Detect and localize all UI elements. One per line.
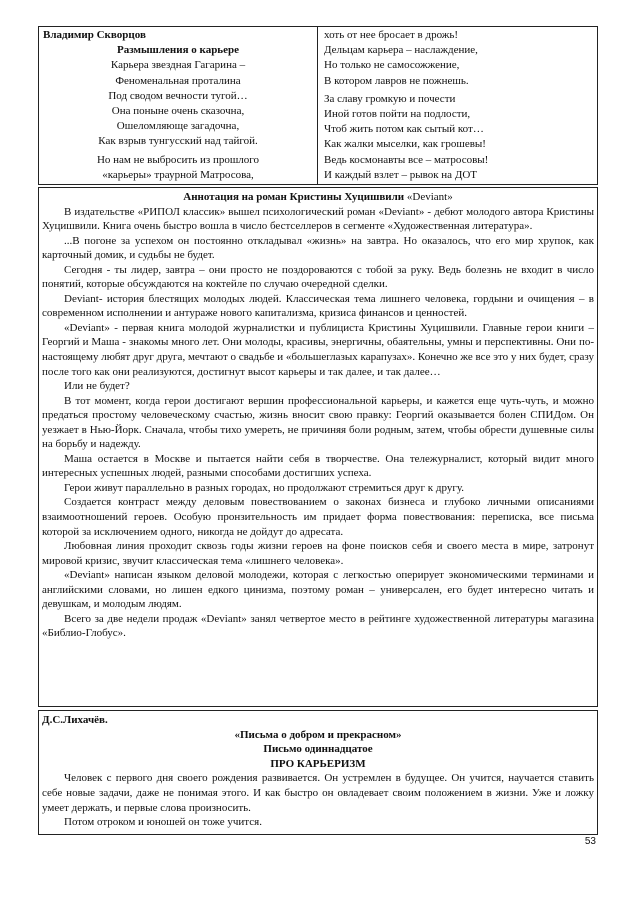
- article-title-text: Аннотация на роман Кристины Хуцишвили: [183, 191, 405, 203]
- article-paragraph: Маша остается в Москве и пытается найти себя в творчестве. Она тележурналист, который видит много интересных успешных людей, разными способами достигших успеха.: [42, 452, 594, 480]
- article-title: [42, 190, 594, 205]
- poem-line: Но нам не выбросить из прошлого: [96, 153, 260, 166]
- poem-line: «карьеры» траурной Матросова,: [102, 168, 254, 181]
- poem-line: Чтоб жить потом как сытый кот…: [324, 123, 484, 136]
- article-paragraph: «Deviant» - первая книга молодой журналистки и публициста Кристины Хуцишвили. Главные герои книги – Георгий и Маша - знакомы много лет. Они молоды, красивы, энергичны, обаятельны, умны и перспективны. Они по-настоящему любят друг друга, мечтают о свадьбе и «большеглазых карапузах». Конечно же все это у них будет, сразу после того как они реализуются, достигнут высот карьеры и так далее, и так далее…: [42, 321, 594, 378]
- letter-heading: ПРО КАРЬЕРИЗМ: [270, 757, 366, 770]
- article-paragraph: В тот момент, когда герои достигают вершин профессиональной карьеры, и кажется еще чуть-чуть, и можно предаться простому человеческому счастью, жизнь вносит свою правку: Георгий оказывается болен СПИДом. Он уезжает в Нью-Йорк. Сначала, чтобы тихо умереть, не причиняя боли родным, затем, чтобы обрести душевные силы на борьбу и надежду.: [42, 394, 594, 451]
- letter-book-title: «Письма о добром и прекрасном»: [234, 728, 402, 741]
- article-paragraph: Deviant- история блестящих молодых людей. Классическая тема лишнего человека, гордыни и очищения – в современном исполнении и антураже нового капитализма, кризиса финансов и ценностей.: [42, 292, 594, 320]
- poem-line: Как жалки мыселки, как грошевы!: [324, 138, 486, 151]
- letter-paragraph: Человек с первого дня своего рождения развивается. Он устремлен в будущее. Он учится, научается ставить себе новые задачи, даже не понимая этого. И как быстро он овладевает своим положением в жизни. Уже и ложку умеет держать, и первые слова произносить.: [42, 772, 594, 814]
- poem-line: В котором лавров не пожнешь.: [324, 74, 469, 87]
- letter-number: Письмо одиннадцатое: [263, 743, 373, 756]
- poem-line: Но только не самосожжение,: [324, 59, 460, 72]
- poem-right-column: [318, 27, 597, 184]
- article-paragraph: «Deviant» написан языком деловой молодежи, которая с легкостью оперирует экономическими терминами и английскими словами, но лишен едкого цинизма, поэтому роман – универсален, его будет интересно читать и девушкам, и молодым людям.: [42, 569, 594, 611]
- poem-author: Владимир Скворцов: [43, 29, 146, 41]
- letter-box: [38, 710, 598, 835]
- poem-box: [38, 26, 598, 185]
- poem-line: Как взрыв тунгусский над тайгой.: [98, 135, 258, 148]
- article-paragraph: Любовная линия проходит сквозь годы жизни героев на фоне поисков себя и своего места в мире, затронут мировой кризис, звучит классическая тема «лишнего человека».: [42, 540, 594, 567]
- article-paragraph: Создается контраст между деловым повествованием о законах бизнеса и глубоко личными описаниями взаимоотношений героев. Особую пронзительность им придает форма повествования: переписка, все письма которой за исключением одного, никогда не дойдут до адресата.: [42, 496, 594, 538]
- letter-author: Д.С.Лихачёв.: [42, 714, 108, 726]
- poem-left-column: [39, 27, 318, 184]
- poem-line: хоть от нее бросает в дрожь!: [324, 29, 459, 41]
- poem-line: Иной готов пойти на подлости,: [324, 108, 471, 121]
- article-paragraph: Или не будет?: [64, 380, 130, 393]
- poem-line: За славу громкую и почести: [324, 92, 456, 105]
- poem-line: И каждый взлет – рывок на ДОТ: [324, 168, 477, 181]
- article-paragraph: Всего за две недели продаж «Deviant» занял четвертое место в рейтинге художественной литературы магазина «Библио-Глобус».: [42, 612, 594, 640]
- poem-line: Карьера звездная Гагарина –: [110, 59, 246, 72]
- article-box: [38, 187, 598, 707]
- poem-line: Она поныне очень сказочна,: [111, 105, 245, 118]
- article-paragraph: Сегодня - ты лидер, завтра – они просто не поздороваются с тобой за руку. Ведь болезнь не входит в число понятий, которые обсуждаются на коктейле по случаю очередной сделки.: [42, 263, 594, 291]
- poem-line: Ошеломляюще загадочна,: [116, 120, 240, 133]
- poem-line: Ведь космонавты все – матросовы!: [324, 153, 489, 166]
- article-paragraph: В издательстве «РИПОЛ классик» вышел психологический роман «Deviant» - дебют молодого автора Кристины Хуцишвили. Книга очень быстро вошла в число бестселлеров в сегменте «Художественная литература».: [42, 205, 594, 233]
- article-paragraph: Герои живут параллельно в разных городах, но продолжают стремиться друг к другу.: [64, 481, 465, 494]
- article-paragraph: ...В погоне за успехом он постоянно откладывал «жизнь» на завтра. Но оказалось, что его мир хрупок, как карточный домик, и судьбы не будет.: [42, 234, 594, 262]
- page-number: 53: [584, 836, 596, 847]
- poem-line: Феноменальная проталина: [115, 74, 241, 87]
- letter-paragraph: Потом отроком и юношей он тоже учится.: [64, 816, 262, 829]
- article-title-book: «Deviant»: [406, 191, 453, 203]
- poem-line: Под сводом вечности тугой…: [108, 89, 248, 102]
- poem-title: Размышления о карьере: [116, 44, 240, 57]
- poem-line: Дельцам карьера – наслаждение,: [324, 44, 478, 57]
